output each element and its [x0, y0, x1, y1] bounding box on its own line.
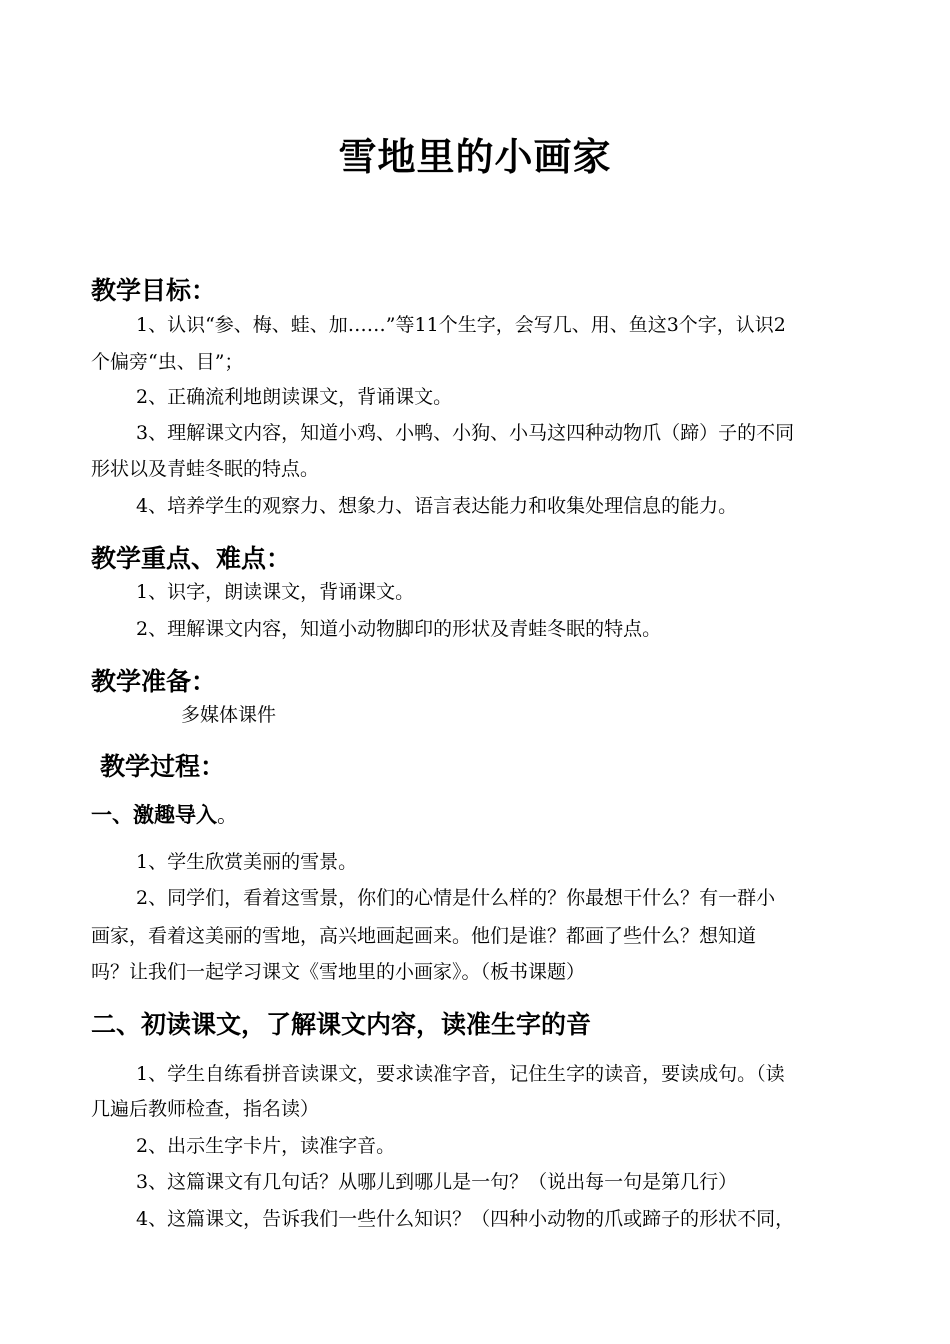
section1-heading [91, 799, 238, 829]
keypoints-line: 2、理解课文内容，知道小动物脚印的形状及青蛙冬眠的特点。 [136, 618, 662, 640]
section2-line: 1、学生自练看拼音读课文，要求读准字音，记住生字的读音，要读成句。（读 [136, 1063, 785, 1085]
goals-line: 个偏旁“虫、目”； [91, 351, 244, 373]
section2-line: 几遍后教师检查，指名读） [91, 1098, 320, 1120]
goals-line: 4、培养学生的观察力、想象力、语言表达能力和收集处理信息的能力。 [136, 495, 738, 517]
section2-line: 2、出示生字卡片，读准字音。 [136, 1135, 396, 1157]
goals-line: 2、正确流利地朗读课文，背诵课文。 [136, 386, 453, 408]
section1-line: 2、同学们，看着这雪景，你们的心情是什么样的？你最想干什么？有一群小 [136, 887, 776, 909]
goals-line: 1、认识“参、梅、蛙、加……”等11个生字，会写几、用、鱼这3个字，认识2 [136, 314, 786, 336]
keypoints-heading: 教学重点、难点： [91, 544, 292, 573]
section1-line: 画家，看着这美丽的雪地，高兴地画起画来。他们是谁？都画了些什么？想知道 [91, 925, 757, 947]
prep-heading: 教学准备： [91, 667, 217, 696]
goals-line: 形状以及青蛙冬眠的特点。 [91, 458, 320, 480]
prep-line: 多媒体课件 [181, 704, 277, 726]
section2-line: 4、这篇课文，告诉我们一些什么知识？（四种小动物的爪或蹄子的形状不同， [136, 1208, 795, 1230]
goals-line: 3、理解课文内容，知道小鸡、小鸭、小狗、小马这四种动物爪（蹄）子的不同 [136, 422, 795, 444]
section1-line: 吗？让我们一起学习课文《雪地里的小画家》。（板书课题） [91, 961, 586, 983]
section2-heading: 二、初读课文，了解课文内容，读准生字的音 [91, 1010, 592, 1039]
keypoints-line: 1、识字，朗读课文，背诵课文。 [136, 581, 415, 603]
process-heading: 教学过程： [100, 752, 226, 781]
section2-line: 3、这篇课文有几句话？从哪儿到哪儿是一句？（说出每一句是第几行） [136, 1171, 738, 1193]
section1-line: 1、学生欣赏美丽的雪景。 [136, 851, 358, 873]
section1-heading-tail: 。 [217, 803, 238, 827]
document-title: 雪地里的小画家 [338, 135, 612, 179]
section1-heading-text: 一、激趣导入 [91, 803, 217, 827]
goals-heading: 教学目标： [91, 276, 217, 305]
